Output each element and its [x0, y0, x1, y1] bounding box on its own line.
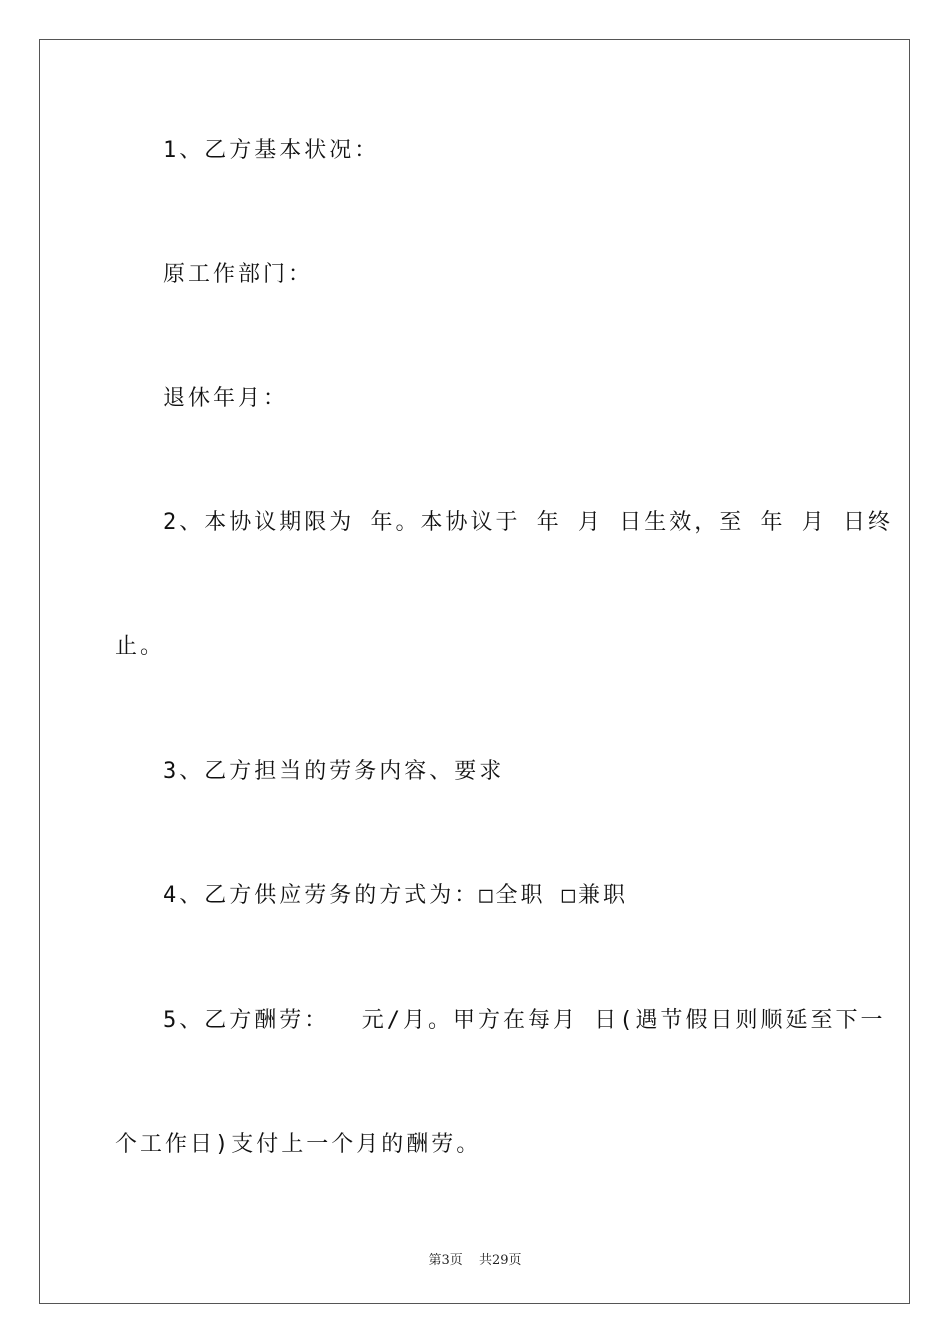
- paragraph-term-line-1: 2、本协议期限为 年。本协议于 年 月 日生效，至 年 月 日终: [163, 510, 893, 535]
- paragraph-remuneration-line-2: 个工作日)支付上一个月的酬劳。: [115, 1132, 482, 1157]
- paragraph-service-content: 3、乙方担当的劳务内容、要求: [163, 759, 505, 784]
- page-total: 共29页: [478, 1253, 522, 1268]
- paragraph-remuneration-line-1: 5、乙方酬劳： 元/月。甲方在每月 日(遇节假日则顺延至下一: [163, 1008, 886, 1033]
- paragraph-service-mode: 4、乙方供应劳务的方式为：□全职 □兼职: [163, 883, 628, 908]
- page-border: [39, 39, 910, 1304]
- paragraph-retirement-date: 退休年月：: [163, 386, 289, 411]
- page-number: 第3页: [428, 1253, 463, 1268]
- paragraph-original-department: 原工作部门：: [163, 262, 314, 287]
- paragraph-term-line-2: 止。: [115, 634, 166, 659]
- paragraph-basic-info: 1、乙方基本状况：: [163, 138, 380, 163]
- page-footer: [0, 1249, 950, 1268]
